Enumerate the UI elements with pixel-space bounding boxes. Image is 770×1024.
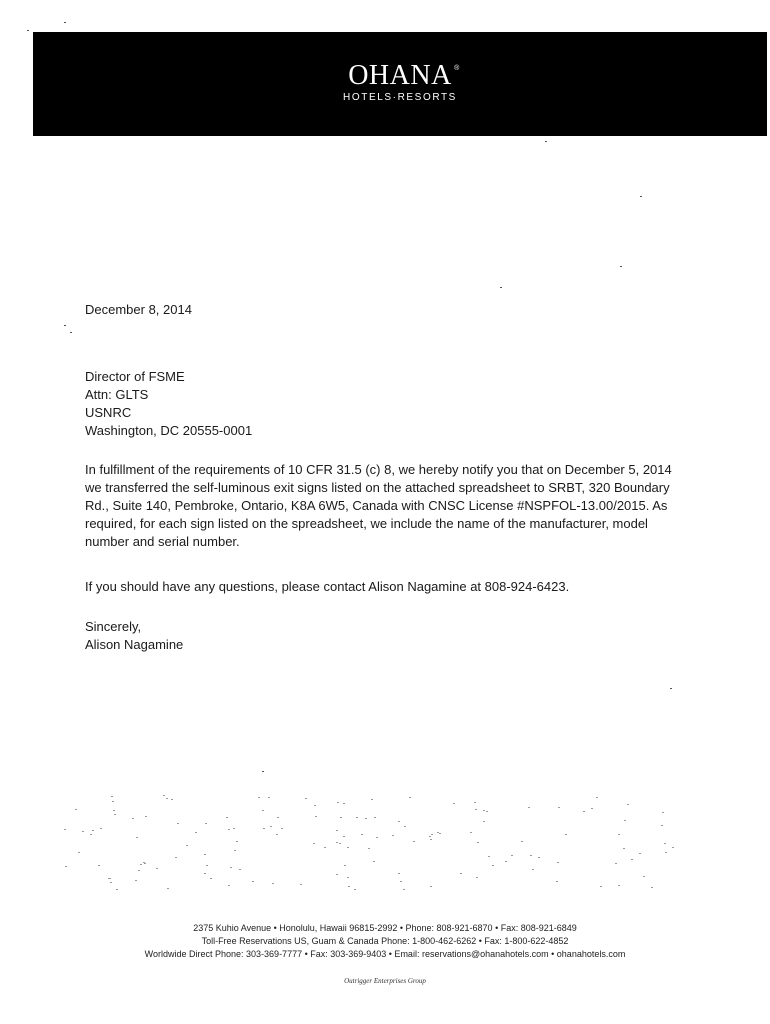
recipient-line: Director of FSME	[85, 369, 185, 384]
scan-noise-dot	[270, 826, 272, 827]
scan-noise-dot	[108, 878, 110, 879]
scan-noise-dot	[665, 852, 667, 853]
scan-noise-dot	[430, 839, 432, 840]
scan-noise-dot	[400, 881, 402, 882]
recipient-address	[85, 368, 252, 440]
scan-noise-dot	[453, 803, 455, 804]
scan-speck	[27, 30, 29, 31]
scan-noise-dot	[228, 885, 230, 886]
scan-noise-dot	[488, 856, 490, 857]
scan-noise-dot	[167, 888, 169, 889]
scan-noise-dot	[210, 878, 212, 879]
scan-speck	[64, 325, 66, 326]
scan-noise-dot	[110, 882, 112, 883]
scan-noise-dot	[226, 817, 228, 818]
scan-noise-dot	[132, 818, 134, 819]
scan-noise-dot	[374, 817, 376, 818]
scan-noise-dot	[398, 821, 400, 822]
footer-worldwide: Worldwide Direct Phone: 303-369-7777 • Fax: 303-369-9403 • Email: reservations@ohanahotels.com • ohanahotels.com	[144, 949, 626, 959]
scan-noise-dot	[347, 877, 349, 878]
scan-noise-dot	[348, 886, 350, 887]
scan-noise-dot	[662, 812, 664, 813]
scan-noise-dot	[403, 889, 405, 890]
scan-noise-dot	[429, 836, 431, 837]
scan-noise-dot	[343, 803, 345, 804]
signer-name: Alison Nagamine	[85, 637, 184, 652]
scan-noise-dot	[556, 881, 558, 882]
brand-name: OHANA	[348, 60, 452, 91]
scan-noise-dot	[618, 885, 620, 886]
closing-salutation: Sincerely,	[85, 619, 142, 634]
scan-noise-dot	[204, 873, 206, 874]
scan-noise-dot	[558, 807, 560, 808]
scan-noise-dot	[505, 861, 507, 862]
footer-address: 2375 Kuhio Avenue • Honolulu, Hawaii 96815-2992 • Phone: 808-921-6870 • Fax: 808-921-6849	[193, 923, 577, 933]
scan-noise-dot	[476, 877, 478, 878]
scan-noise-dot	[365, 818, 367, 819]
scan-noise-dot	[252, 881, 254, 882]
scan-noise-dot	[314, 805, 316, 806]
contact-paragraph: If you should have any questions, please contact Alison Nagamine at 808-924-6423.	[85, 579, 570, 594]
scan-noise-dot	[205, 823, 207, 824]
scan-noise-dot	[661, 825, 663, 826]
scan-noise-dot	[336, 842, 338, 843]
scan-noise-dot	[511, 855, 513, 856]
scan-noise-dot	[90, 834, 92, 835]
letter-date: December 8, 2014	[85, 302, 192, 317]
scan-noise	[60, 795, 700, 895]
scan-noise-dot	[239, 869, 241, 870]
scan-noise-dot	[98, 865, 100, 866]
scan-noise-dot	[596, 797, 598, 798]
scan-noise-dot	[627, 804, 629, 805]
scan-noise-dot	[230, 867, 232, 868]
scan-noise-dot	[483, 810, 485, 811]
scan-noise-dot	[672, 847, 674, 848]
scan-speck	[670, 688, 672, 689]
scan-noise-dot	[470, 832, 472, 833]
scan-noise-dot	[281, 828, 283, 829]
scan-noise-dot	[336, 874, 338, 875]
scan-noise-dot	[631, 859, 633, 860]
letterhead-band	[33, 32, 767, 136]
scan-speck	[64, 22, 66, 23]
scan-noise-dot	[477, 842, 479, 843]
scan-noise-dot	[305, 798, 307, 799]
scan-noise-dot	[361, 834, 363, 835]
scan-noise-dot	[204, 854, 206, 855]
scan-speck	[620, 266, 622, 267]
signature-block	[85, 618, 183, 654]
scan-noise-dot	[140, 864, 142, 865]
scan-noise-dot	[437, 832, 439, 833]
scan-noise-dot	[623, 848, 625, 849]
scan-noise-dot	[565, 834, 567, 835]
scan-noise-dot	[600, 886, 602, 887]
scan-noise-dot	[136, 837, 138, 838]
scan-noise-dot	[100, 828, 102, 829]
scan-noise-dot	[234, 850, 236, 851]
scan-noise-dot	[371, 799, 373, 800]
scan-noise-dot	[228, 829, 230, 830]
scan-noise-dot	[460, 873, 462, 874]
recipient-line: USNRC	[85, 405, 132, 420]
scan-noise-dot	[431, 834, 433, 835]
scan-noise-dot	[156, 868, 158, 869]
brand-tagline: HOTELS·RESORTS	[343, 92, 457, 103]
scan-noise-dot	[263, 828, 265, 829]
scan-noise-dot	[112, 801, 114, 802]
scan-noise-dot	[135, 880, 137, 881]
scan-noise-dot	[532, 869, 534, 870]
scan-noise-dot	[398, 873, 400, 874]
scan-noise-dot	[615, 863, 617, 864]
scan-noise-dot	[111, 796, 113, 797]
scan-noise-dot	[347, 847, 349, 848]
scan-noise-dot	[340, 817, 342, 818]
scan-noise-dot	[233, 828, 235, 829]
scan-noise-dot	[138, 870, 140, 871]
scan-speck	[70, 332, 72, 333]
scan-noise-dot	[171, 799, 173, 800]
scan-noise-dot	[175, 857, 177, 858]
scan-speck	[500, 287, 502, 288]
scan-noise-dot	[343, 836, 345, 837]
footer-tollfree: Toll-Free Reservations US, Guam & Canada Phone: 1-800-462-6262 • Fax: 1-800-622-4852	[201, 936, 569, 946]
recipient-line: Attn: GLTS	[85, 387, 149, 402]
scan-noise-dot	[339, 843, 341, 844]
scan-noise-dot	[664, 843, 666, 844]
scan-noise-dot	[624, 820, 626, 821]
scan-noise-dot	[409, 797, 411, 798]
scan-noise-dot	[78, 852, 80, 853]
footer-group-name: Outrigger Enterprises Group	[344, 977, 426, 985]
scan-noise-dot	[356, 817, 358, 818]
scan-noise-dot	[143, 862, 145, 863]
letter-body: In fulfillment of the requirements of 10 CFR 31.5 (c) 8, we hereby notify you that on December 5, 2014 we transferred the self-luminous exit signs listed on the attached spreadsheet to SRBT, 320 Boundary Rd., Suite 140, Pembroke, Ontario, K8A 6W5, Canada with CNSC License #NSPFOL-13.00/2015. As required, for each sign listed on the spreadsheet, we include the name of the manufacturer, model number and serial number.	[85, 462, 672, 549]
scan-noise-dot	[114, 814, 116, 815]
scan-noise-dot	[75, 809, 77, 810]
scan-noise-dot	[337, 802, 339, 803]
scan-noise-dot	[354, 889, 356, 890]
scan-noise-dot	[392, 835, 394, 836]
scan-noise-dot	[368, 848, 370, 849]
scan-noise-dot	[116, 889, 118, 890]
scan-noise-dot	[315, 816, 317, 817]
scan-noise-dot	[528, 807, 530, 808]
scan-noise-dot	[474, 802, 476, 803]
scan-noise-dot	[492, 865, 494, 866]
scan-noise-dot	[475, 809, 477, 810]
scan-noise-dot	[64, 829, 66, 830]
scan-noise-dot	[92, 830, 94, 831]
scan-noise-dot	[82, 831, 84, 832]
scan-noise-dot	[430, 886, 432, 887]
scan-noise-dot	[336, 830, 338, 831]
scan-noise-dot	[236, 841, 238, 842]
scan-noise-dot	[163, 795, 165, 796]
scan-speck	[545, 141, 547, 142]
scan-noise-dot	[557, 862, 559, 863]
scan-noise-dot	[113, 810, 115, 811]
scan-noise-dot	[186, 845, 188, 846]
scan-noise-dot	[618, 834, 620, 835]
scan-noise-dot	[404, 826, 406, 827]
scan-noise-dot	[145, 816, 147, 817]
scan-noise-dot	[583, 811, 585, 812]
scan-noise-dot	[144, 863, 146, 864]
scan-noise-dot	[276, 834, 278, 835]
scan-noise-dot	[439, 833, 441, 834]
scan-noise-dot	[530, 855, 532, 856]
scan-noise-dot	[177, 823, 179, 824]
scan-noise-dot	[268, 797, 270, 798]
scan-noise-dot	[277, 817, 279, 818]
scan-noise-dot	[483, 821, 485, 822]
scan-noise-dot	[272, 883, 274, 884]
scan-noise-dot	[206, 865, 208, 866]
scan-noise-dot	[373, 861, 375, 862]
scan-noise-dot	[300, 884, 302, 885]
scan-noise-dot	[166, 798, 168, 799]
scan-noise-dot	[313, 843, 315, 844]
scan-noise-dot	[258, 797, 260, 798]
ohana-logo	[33, 62, 767, 104]
scan-noise-dot	[413, 841, 415, 842]
scan-noise-dot	[344, 865, 346, 866]
scan-noise-dot	[651, 887, 653, 888]
scan-noise-dot	[65, 866, 67, 867]
scan-noise-dot	[195, 832, 197, 833]
scan-noise-dot	[521, 841, 523, 842]
scan-noise-dot	[643, 876, 645, 877]
scan-noise-dot	[639, 853, 641, 854]
registered-mark: ®	[454, 65, 460, 72]
scan-speck	[640, 196, 642, 197]
scan-speck	[262, 771, 264, 772]
scan-noise-dot	[538, 857, 540, 858]
recipient-line: Washington, DC 20555-0001	[85, 423, 253, 438]
scan-noise-dot	[324, 847, 326, 848]
scan-noise-dot	[262, 810, 264, 811]
scan-noise-dot	[376, 837, 378, 838]
scan-noise-dot	[486, 811, 488, 812]
scan-noise-dot	[591, 808, 593, 809]
